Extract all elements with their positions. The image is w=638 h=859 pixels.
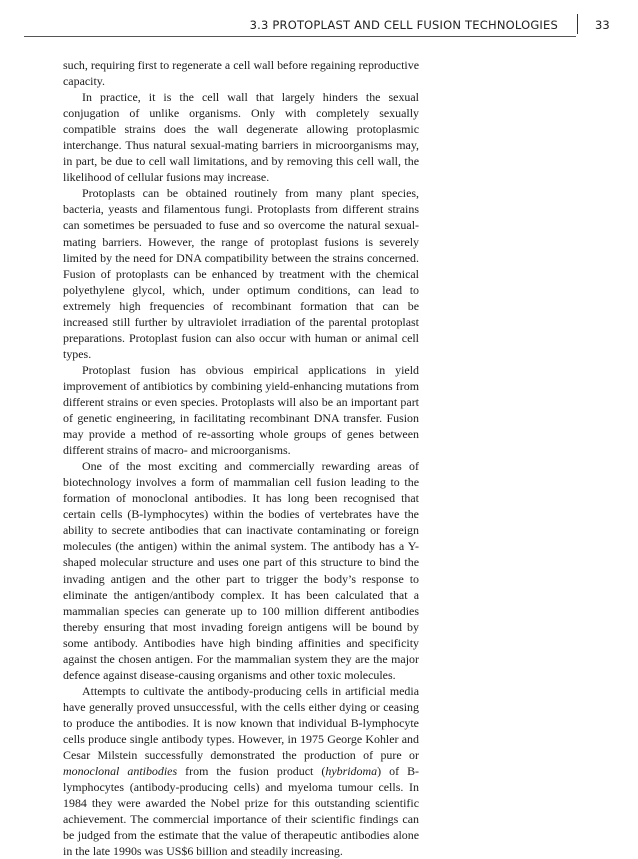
italic-term-monoclonal-antibodies: monoclonal antibodies [63,764,178,779]
running-head [0,14,638,36]
italic-term-hybridoma: hybridoma [325,764,378,779]
paragraph: such, requiring first to regenerate a cell wall before regaining reproductive capacity. [63,58,419,89]
running-head-divider [577,14,578,34]
paragraph: In practice, it is the cell wall that largely hinders the sexual conjugation of unlike organisms. Only with completely sexually compatible strains does the wall degenerate allowing protoplasmic interchange. Thus natural sexual-mating barriers in microorganisms may, in part, be due to cell wall limitations, and by removing this cell wall, the likelihood of cellular fusions may increase. [63,90,419,185]
header-rule [24,36,576,37]
paragraph: One of the most exciting and commercially rewarding areas of biotechnology involves a form of mammalian cell fusion leading to the formation of monoclonal antibodies. It has long been recognised that certain cells (B-lymphocytes) within the bodies of vertebrates have the ability to secrete antibodies that can inactivate contaminating or foreign molecules (the antigen) within the animal system. The antibody has a Y-shaped molecular structure and uses one part of this structure to bind the invading antigen and the other part to trigger the body’s response to eliminate the antigen/antibody complex. It has been calculated that a mammalian species can generate up to 100 million different antibodies thereby ensuring that most invading foreign antigens will be bound by some antibody. Antibodies have high binding affinities and specificity against the chosen antigen. For the mammalian system they are the major defence against disease-causing organisms and other toxic molecules. [63,459,419,682]
paragraph: Protoplasts can be obtained routinely from many plant species, bacteria, yeasts and filamentous fungi. Protoplasts from different strains can sometimes be persuaded to fuse and so overcome the natural sexual-mating barriers. However, the range of protoplast fusions is severely limited by the need for DNA compatibility between the strains concerned. Fusion of protoplasts can be enhanced by treatment with the chemical polyethylene glycol, which, under optimum conditions, can lead to extremely high frequencies of recombinant formation that can be increased still further by ultraviolet irradiation of the parental protoplast preparations. Protoplast fusion can also occur with human or animal cell types. [63,186,419,361]
paragraph-text: ) of B-lymphocytes (antibody-producing cells) and myeloma tumour cells. In 1984 they were awarded the Nobel prize for this outstanding scientific achievement. The commercial importance of their scientific findings can be judged from the estimate that the value of therapeutic antibodies alone in the late 1990s was US$6 billion and steadily increasing. [63,764,420,859]
paragraph: Protoplast fusion has obvious empirical applications in yield improvement of antibiotics by combining yield-enhancing mutations from different strains or even species. Protoplasts will also be an important part of genetic engineering, in facilitating recombinant DNA transfer. Fusion may provide a method of re-assorting whole groups of genes between different strains of macro- and microorganisms. [63,362,419,458]
paragraph [63,683,419,859]
paragraph-text: from the fusion product ( [177,764,326,779]
paragraph-text: Attempts to cultivate the antibody-producing cells in artificial media have generally proved unsuccessful, with the cells either dying or ceasing to produce the antibodies. It is now known that individual B-lymphocyte cells produce single antibody types. However, in 1975 George Kohler and Cesar Milstein successfully demonstrated the production of pure or [63,683,419,763]
running-head-section-title: 3.3 PROTOPLAST AND CELL FUSION TECHNOLOGIES [249,18,558,32]
page-number: 33 [595,18,610,32]
body-text [63,57,419,859]
